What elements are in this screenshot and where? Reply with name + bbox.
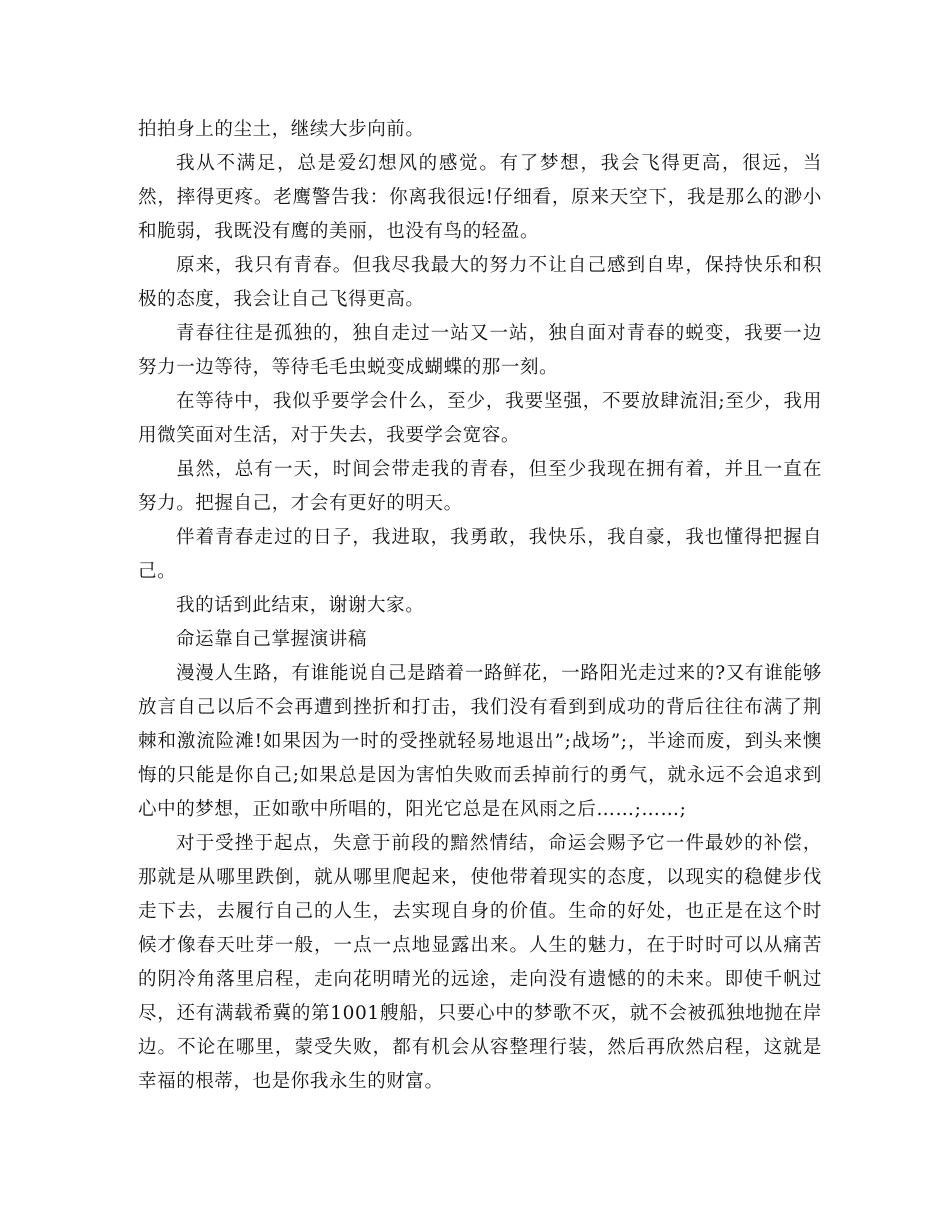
paragraph-11: 对于受挫于起点，失意于前段的黯然情结，命运会赐予它一件最妙的补偿，那就是从哪里跌倒，就从哪里爬起来，使他带着现实的态度，以现实的稳健步伐走下去，去履行自己的人生，去实现自身的价值。生命的好处，也正是在这个时候才像春天吐芽一般，一点一点地显露出来。人生的魅力，在于时时可以从痛苦的阴冷角落里启程，走向花明晴光的远途，走向没有遗憾的的未来。即使千帆过尽，还有满载希冀的第1001艘船，只要心中的梦歌不灭，就不会被孤独地抛在岸边。不论在哪里，蒙受失败，都有机会从容整理行装，然后再欣然启程，这就是幸福的根蒂，也是你我永生的财富。: [138, 833, 822, 1092]
paragraph-7: 伴着青春走过的日子，我进取，我勇敢，我快乐，我自豪，我也懂得把握自己。: [138, 527, 822, 582]
paragraph-1: 拍拍身上的尘土，继续大步向前。: [138, 119, 425, 140]
paragraph-2: 我从不满足，总是爱幻想风的感觉。有了梦想，我会飞得更高，很远，当然，摔得更疼。老鹰警告我：你离我很远!仔细看，原来天空下，我是那么的渺小和脆弱，我既没有鹰的美丽，也没有鸟的轻盈。: [138, 153, 822, 242]
paragraph-5: 在等待中，我似乎要学会什么，至少，我要坚强，不要放肆流泪;至少，我用用微笑面对生活，对于失去，我要学会宽容。: [138, 391, 822, 446]
paragraph-6: 虽然，总有一天，时间会带走我的青春，但至少我现在拥有着，并且一直在努力。把握自己，才会有更好的明天。: [138, 459, 822, 514]
section-title: 命运靠自己掌握演讲稿: [176, 629, 368, 650]
paragraph-4: 青春往往是孤独的，独自走过一站又一站，独自面对青春的蜕变，我要一边努力一边等待，等待毛毛虫蜕变成蝴蝶的那一刻。: [138, 323, 822, 378]
document-body: [138, 113, 822, 1099]
paragraph-3: 原来，我只有青春。但我尽我最大的努力不让自己感到自卑，保持快乐和积极的态度，我会让自己飞得更高。: [138, 255, 822, 310]
paragraph-10: 漫漫人生路，有谁能说自己是踏着一路鲜花，一路阳光走过来的?又有谁能够放言自己以后不会再遭到挫折和打击，我们没有看到到成功的背后往往布满了荆棘和激流险滩!如果因为一时的受挫就轻易地退出”;战场”;，半途而废，到头来懊悔的只能是你自己;如果总是因为害怕失败而丢掉前行的勇气，就永远不会追求到心中的梦想，正如歌中所唱的，阳光它总是在风雨之后……;……;: [138, 663, 822, 820]
paragraph-8: 我的话到此结束，谢谢大家。: [176, 595, 425, 616]
